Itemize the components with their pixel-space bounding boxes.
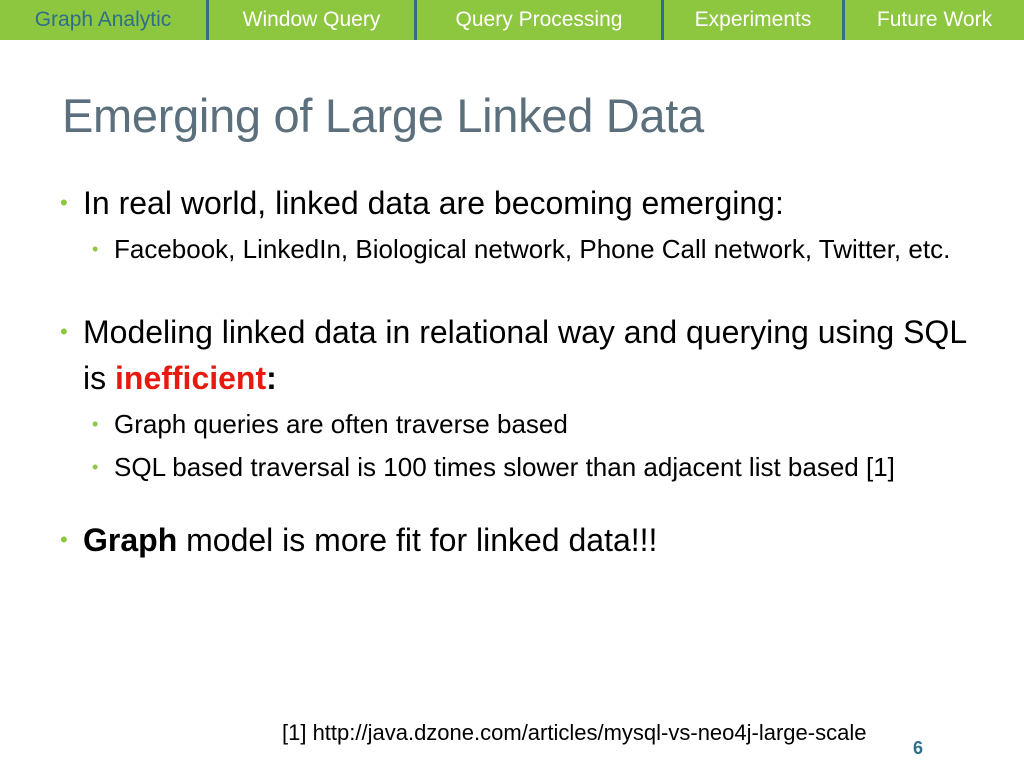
tab-future-work[interactable]: Future Work (876, 8, 993, 31)
sub-bullet-examples (58, 230, 978, 269)
slide-body (58, 180, 978, 563)
bullet-text: Modeling linked data in relational way and querying using SQL is (83, 314, 966, 396)
bullet-relational-inefficient (58, 309, 978, 401)
bullet-bold-graph: Graph (83, 522, 178, 558)
bullet-text: In real world, linked data are becoming emerging: (83, 185, 784, 221)
bullet-dot-icon: • (60, 190, 68, 215)
bullet-graph-model (58, 517, 978, 563)
bullet-dot-icon: • (92, 239, 99, 259)
bullet-dot-icon: • (60, 319, 68, 344)
section-nav-bar (0, 0, 1024, 40)
tab-experiments[interactable]: Experiments (664, 0, 845, 40)
tab-graph-analytic[interactable]: Graph Analytic (0, 0, 209, 40)
bullet-colon: : (266, 360, 277, 396)
bullet-dot-icon: • (60, 527, 68, 552)
bullet-linked-data-emerging (58, 180, 978, 226)
page-number: 6 (913, 738, 924, 758)
reference-footnote: [1] http://java.dzone.com/articles/mysql-vs-neo4j-large-scale (282, 720, 867, 745)
tab-window-query[interactable]: Window Query (209, 0, 417, 40)
sub-bullet-traverse (58, 405, 978, 444)
bullet-dot-icon: • (92, 457, 99, 477)
bullet-dot-icon: • (92, 414, 99, 434)
tab-query-processing[interactable]: Query Processing (417, 0, 664, 40)
sub-bullet-text: SQL based traversal is 100 times slower than adjacent list based [1] (114, 452, 895, 482)
sub-bullet-sql-slower (58, 448, 978, 487)
emphasis-inefficient: inefficient (115, 360, 267, 396)
bullet-text: model is more fit for linked data!!! (177, 522, 658, 558)
sub-bullet-text: Facebook, LinkedIn, Biological network, Phone Call network, Twitter, etc. (114, 234, 951, 264)
sub-bullet-text: Graph queries are often traverse based (114, 409, 568, 439)
slide-title: Emerging of Large Linked Data (62, 89, 704, 142)
